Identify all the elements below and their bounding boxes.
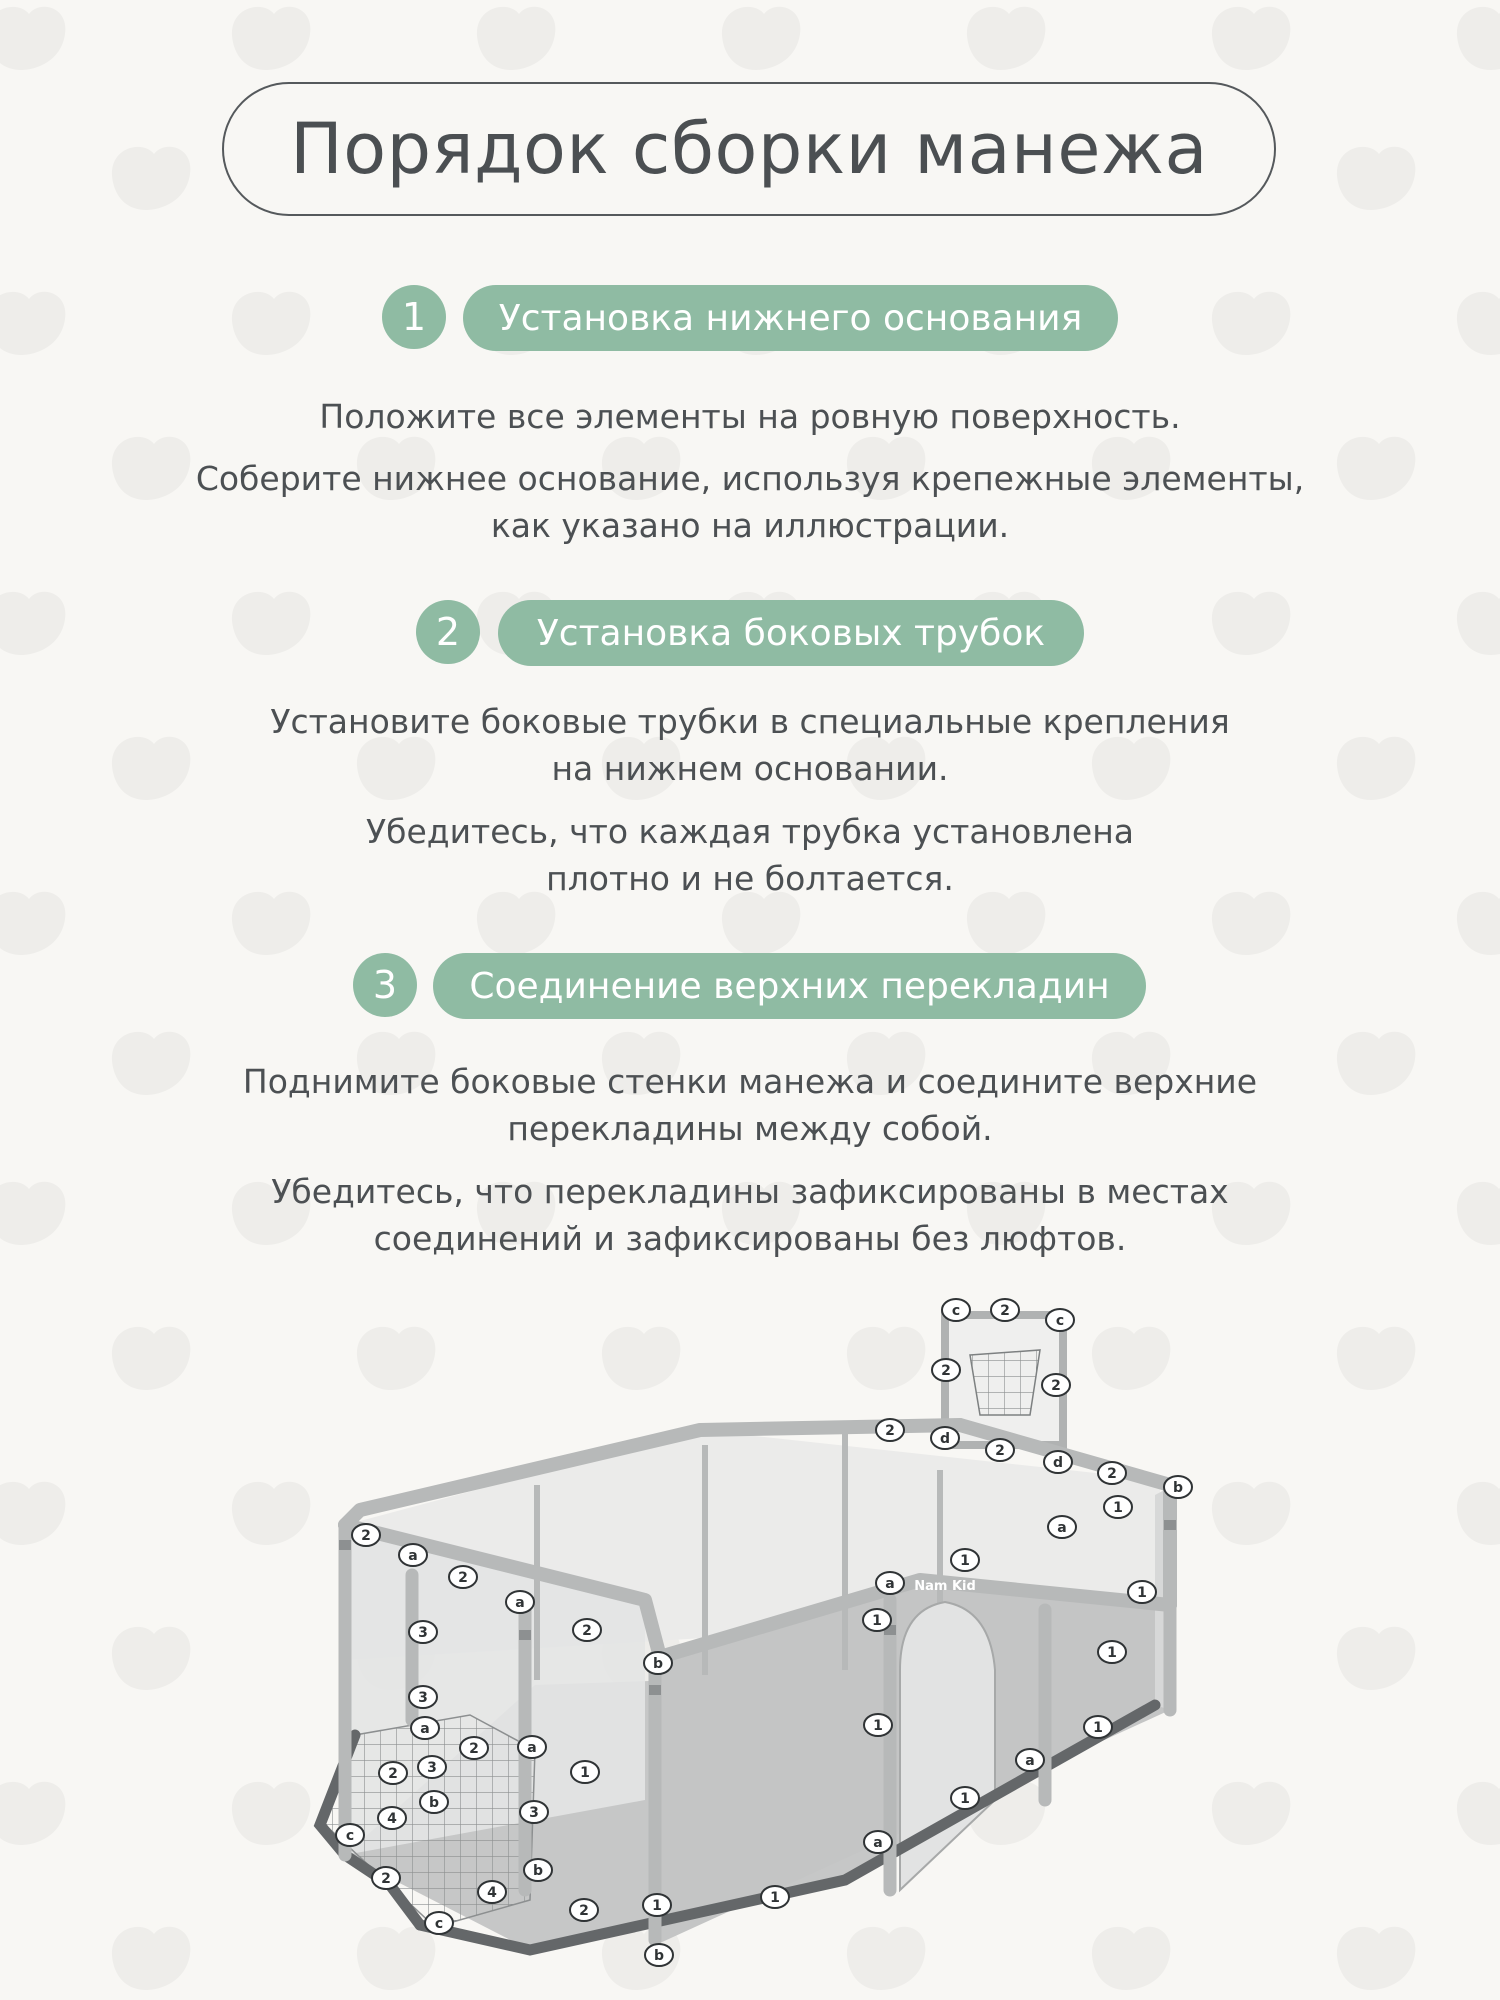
connector-marker [573, 1619, 601, 1641]
connector-marker [524, 1859, 552, 1881]
svg-text:1: 1 [960, 1553, 970, 1569]
svg-text:1: 1 [872, 1613, 882, 1629]
svg-text:2: 2 [361, 1528, 371, 1544]
connector-marker [1098, 1462, 1126, 1484]
connector-marker [1048, 1516, 1076, 1538]
connector-marker [460, 1737, 488, 1759]
svg-text:d: d [939, 1431, 951, 1447]
svg-text:2: 2 [995, 1443, 1005, 1459]
connector-marker [1084, 1716, 1112, 1738]
svg-text:c: c [434, 1916, 444, 1932]
svg-text:c: c [345, 1828, 355, 1844]
connector-marker [863, 1609, 891, 1631]
svg-text:a: a [420, 1721, 430, 1737]
connector-marker [645, 1944, 673, 1966]
step-1-number: 1 [382, 285, 446, 349]
connector-marker [418, 1756, 446, 1778]
step-2-text-2: Убедитесь, что каждая трубка установлена плотно и не болтается. [365, 812, 1134, 898]
connector-marker [1128, 1581, 1156, 1603]
svg-text:1: 1 [1113, 1500, 1123, 1516]
step-1-label: Установка нижнего основания [463, 285, 1118, 351]
svg-text:b: b [652, 1656, 664, 1672]
connector-marker [520, 1801, 548, 1823]
step-2-label: Установка боковых трубок [498, 600, 1084, 666]
connector-marker [506, 1591, 534, 1613]
connector-marker [1016, 1749, 1044, 1771]
connector-marker [1042, 1374, 1070, 1396]
svg-text:1: 1 [580, 1765, 590, 1781]
connector-marker [1044, 1451, 1072, 1473]
connector-marker [761, 1886, 789, 1908]
step-1-text-1: Положите все элементы на ровную поверхность. [319, 397, 1181, 436]
connector-marker [991, 1299, 1019, 1321]
svg-text:a: a [873, 1835, 883, 1851]
svg-text:2: 2 [579, 1903, 589, 1919]
title-pill [222, 82, 1276, 216]
svg-text:a: a [1025, 1753, 1035, 1769]
svg-text:1: 1 [960, 1791, 970, 1807]
svg-text:c: c [1055, 1313, 1065, 1329]
step-2-text-1: Установите боковые трубки в специальные крепления на нижнем основании. [270, 702, 1230, 788]
svg-text:2: 2 [469, 1741, 479, 1757]
connector-marker [478, 1881, 506, 1903]
step-3-text-2: Убедитесь, что перекладины зафиксированы в местах соединений и зафиксированы без люфтов. [271, 1172, 1229, 1258]
svg-text:a: a [408, 1548, 418, 1564]
connector-marker [951, 1787, 979, 1809]
step-2-number: 2 [416, 600, 480, 664]
step-3-text-1: Поднимите боковые стенки манежа и соедините верхние перекладины между собой. [242, 1062, 1258, 1148]
playpen-illustration [300, 1280, 1220, 1980]
svg-text:b: b [1172, 1480, 1184, 1496]
connector-marker [425, 1912, 453, 1934]
svg-text:1: 1 [1093, 1720, 1103, 1736]
connector-marker [986, 1439, 1014, 1461]
svg-text:1: 1 [873, 1718, 883, 1734]
connector-marker [570, 1899, 598, 1921]
step-3-number: 3 [353, 953, 417, 1017]
connector-marker [864, 1831, 892, 1853]
step-1-text-2: Соберите нижнее основание, используя крепежные элементы, как указано на иллюстрации. [195, 459, 1305, 545]
connector-marker [1164, 1476, 1192, 1498]
svg-text:3: 3 [418, 1625, 428, 1641]
svg-text:2: 2 [1107, 1466, 1117, 1482]
connector-marker [571, 1761, 599, 1783]
connector-marker [864, 1714, 892, 1736]
svg-text:1: 1 [770, 1890, 780, 1906]
connector-marker [643, 1894, 671, 1916]
connector-marker [378, 1807, 406, 1829]
svg-text:1: 1 [652, 1898, 662, 1914]
svg-text:a: a [885, 1576, 895, 1592]
svg-text:a: a [515, 1595, 525, 1611]
connector-marker [1104, 1496, 1132, 1518]
svg-text:d: d [1052, 1455, 1064, 1471]
svg-text:a: a [1057, 1520, 1067, 1536]
connector-marker [352, 1524, 380, 1546]
step-2-header [0, 600, 1500, 666]
brand-logo: Nam Kid [914, 1579, 976, 1594]
connector-marker [876, 1572, 904, 1594]
connector-marker [931, 1427, 959, 1449]
svg-text:3: 3 [418, 1690, 428, 1706]
svg-text:4: 4 [387, 1811, 397, 1827]
connector-marker [951, 1549, 979, 1571]
connector-marker [1046, 1309, 1074, 1331]
step-3-header [0, 953, 1500, 1019]
svg-text:1: 1 [1107, 1645, 1117, 1661]
connector-marker [1098, 1641, 1126, 1663]
connector-marker [411, 1717, 439, 1739]
connector-marker [409, 1686, 437, 1708]
connector-marker [942, 1299, 970, 1321]
step-3-label: Соединение верхних перекладин [433, 953, 1146, 1019]
connector-marker [449, 1566, 477, 1588]
connector-marker [518, 1736, 546, 1758]
svg-text:b: b [532, 1863, 544, 1879]
svg-text:a: a [527, 1740, 537, 1756]
svg-text:2: 2 [1000, 1303, 1010, 1319]
connector-marker [932, 1359, 960, 1381]
svg-text:3: 3 [529, 1805, 539, 1821]
svg-text:2: 2 [1051, 1378, 1061, 1394]
connector-marker [644, 1652, 672, 1674]
svg-text:3: 3 [427, 1760, 437, 1776]
connector-marker [409, 1621, 437, 1643]
connector-marker [336, 1824, 364, 1846]
svg-text:2: 2 [582, 1623, 592, 1639]
connector-marker [379, 1762, 407, 1784]
svg-text:2: 2 [941, 1363, 951, 1379]
svg-text:b: b [428, 1795, 440, 1811]
svg-text:2: 2 [458, 1570, 468, 1586]
connector-marker [372, 1867, 400, 1889]
svg-text:2: 2 [885, 1423, 895, 1439]
svg-text:1: 1 [1137, 1585, 1147, 1601]
svg-text:4: 4 [487, 1885, 497, 1901]
connector-marker [399, 1544, 427, 1566]
svg-text:2: 2 [381, 1871, 391, 1887]
svg-text:b: b [653, 1948, 665, 1964]
connector-marker [420, 1791, 448, 1813]
svg-text:2: 2 [388, 1766, 398, 1782]
step-1-header [0, 285, 1500, 351]
svg-text:c: c [951, 1303, 961, 1319]
page-title: Порядок сборки манежа [290, 108, 1208, 190]
hoop-net [970, 1350, 1040, 1415]
connector-marker [876, 1419, 904, 1441]
